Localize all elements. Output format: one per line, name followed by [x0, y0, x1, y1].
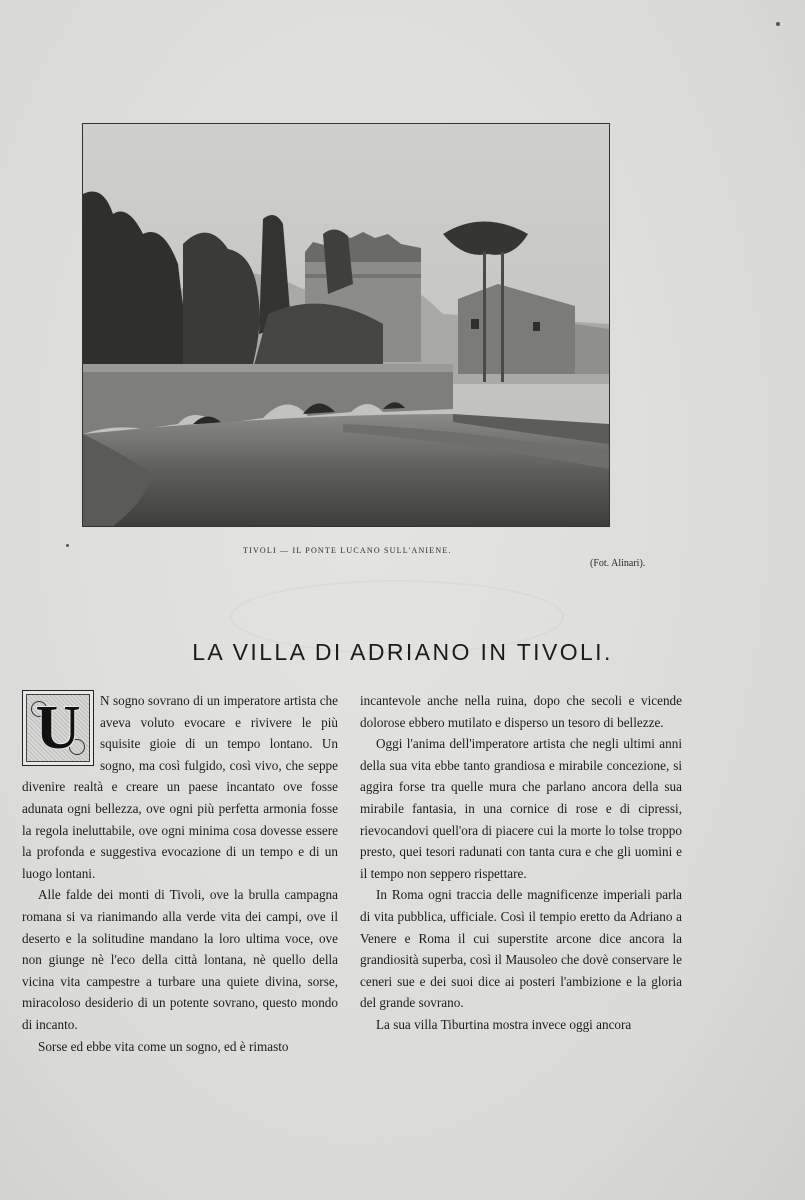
ink-speck [776, 22, 780, 26]
paragraph: Oggi l'anima dell'imperatore artista che negli ultimi anni della sua vita ebbe tanto grandiosa e mirabile concezione, si aggira forse tra quelle mura che parlano ancora della sua mirabile fantasia, in una cornice di rose e di cipressi, rievocandovi quell'ora di piacere cui la morte lo tolse troppo presto, quei tesori radunati con tanta cura e che gli uomini e il tempo non seppero rispettare. [360, 736, 682, 881]
paragraph: Sorse ed ebbe vita come un sogno, ed è rimasto [38, 1038, 289, 1054]
paragraph: In Roma ogni traccia delle magnificenze imperiali parla di vita pubblica, ufficiale. Così il tempio eretto da Adriano a Venere e Roma il cui superstite arcone dice ancora la grandiosità superba, così il Mausoleo che dovè conservare le ceneri sue e dei suoi dice ai posteri l'ambizione e la gloria del grande sovrano. [360, 887, 682, 1011]
right-column [360, 690, 682, 1036]
paragraph: N sogno sovrano di un imperatore artista che aveva voluto evocare e rivivere le più squisite gioie di un tempo lontano. Un sogno, ma così fulgido, così vivo, che seppe divenire realtà e creare un paese incantato ove fosse adunata ogni bellezza, ove ogni più perfetta armonia fosse la regola ineluttabile, ove ogni minima cosa dovesse essere la profonda e suggestiva evocazione di un tempo e di un luogo lontani. [22, 693, 338, 881]
photo-credit: (Fot. Alinari). [590, 558, 646, 569]
article-title: LA VILLA DI ADRIANO IN TIVOLI. [192, 639, 613, 666]
photograph-ponte-lucano [82, 123, 610, 527]
ink-speck [66, 544, 69, 547]
paragraph: incantevole anche nella ruina, dopo che secoli e vicende dolorose ebbero mutilato e disperso un tesoro di bellezze. [360, 693, 682, 730]
paragraph: La sua villa Tiburtina mostra invece oggi ancora [376, 1016, 632, 1032]
drop-cap-letter: U [35, 694, 81, 762]
photo-caption: TIVOLI — IL PONTE LUCANO SULL'ANIENE. [243, 546, 452, 555]
decorative-initial [22, 690, 94, 766]
photo-illustration [83, 124, 609, 526]
paragraph: Alle falde dei monti di Tivoli, ove la brulla campagna romana si va rianimando alla verde vita dei campi, ove il deserto e la solitudine mandano la loro ultima voce, ove non giunge nè l'eco della città lontana, nè quello della vicina vita campestre a turbare una quiete divina, sorse, miracoloso desiderio di un potente sovrano, questo mondo di incanto. [22, 887, 338, 1032]
left-column [22, 690, 338, 1057]
